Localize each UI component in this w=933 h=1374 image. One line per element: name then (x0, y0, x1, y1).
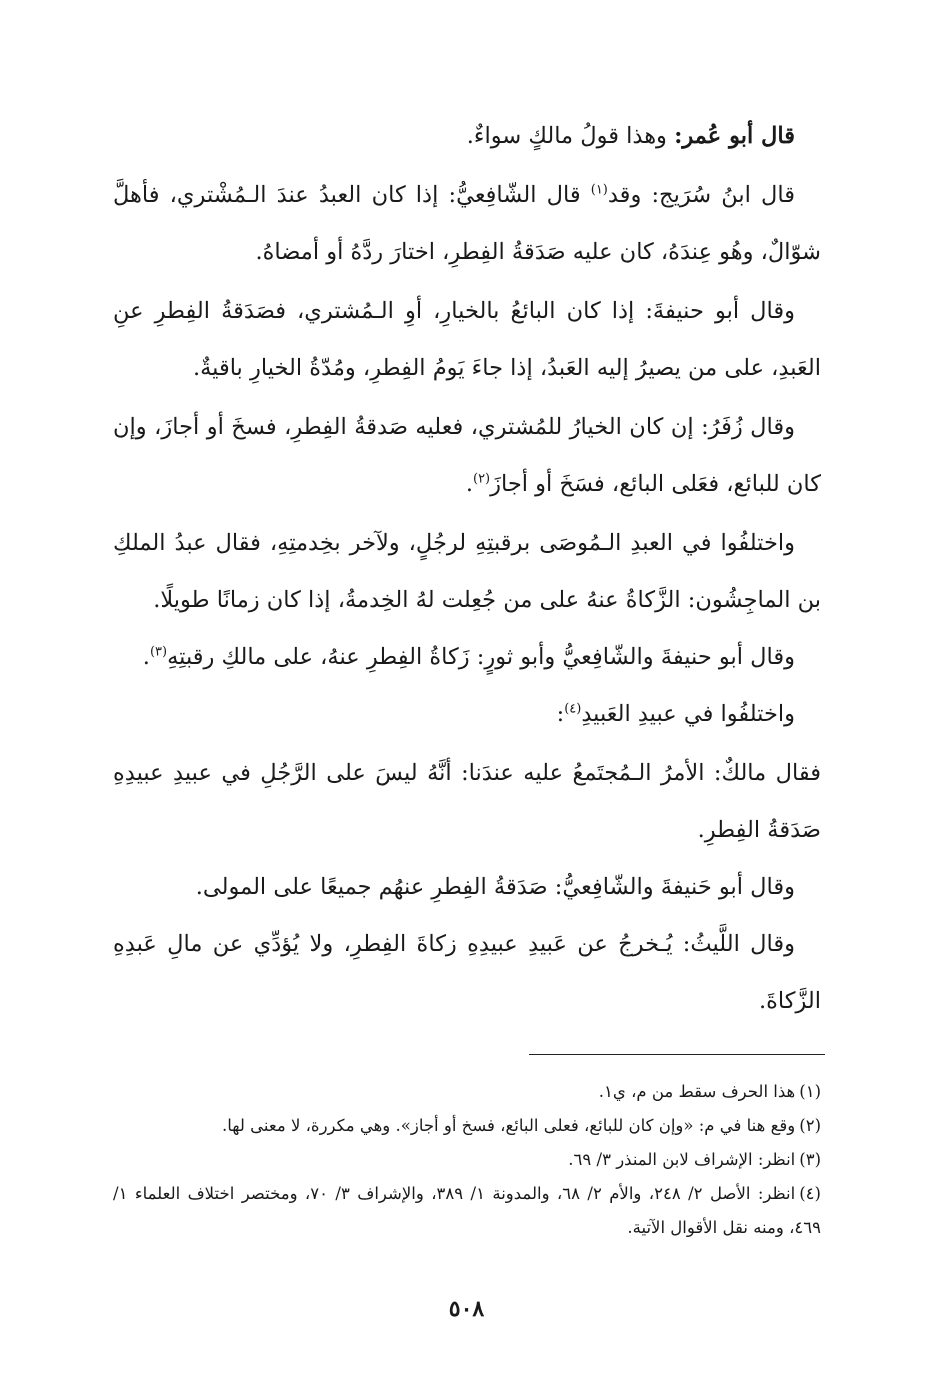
footnote-number: (٣) (799, 1150, 821, 1169)
paragraph-text: وقال أبو حنيفةَ: إذا كان البائعُ بالخيارِ، أوِ الـمُشتري، فصَدَقةُ الفِطرِ عنِ العَبدِ، على من يصيرُ إليه العَبدُ، إذا جاءَ يَومُ الفِطرِ، ومُدّةُ الخيارِ باقيةٌ. (113, 298, 821, 381)
paragraph-text: وهذا قولُ مالكٍ سواءٌ. (466, 123, 675, 149)
speaker-label: قال أبو عُمر: (674, 123, 795, 149)
footnote-3 (113, 1143, 821, 1177)
footnote-text: انظر: الأصل ٢/ ٢٤٨، والأم ٢/ ٦٨، والمدونة ١/ ٣٨٩، والإشراف ٣/ ٧٠، ومختصر اختلاف العلماء ١/ ٤٦٩، ومنه نقل الأقوال الآتية. (113, 1184, 821, 1237)
paragraph-9 (113, 859, 821, 916)
footnote-4 (113, 1177, 821, 1245)
footnote-reference-2[interactable]: (٢) (472, 471, 491, 487)
paragraph-text: وقال اللَّيثُ: يُـخرجُ عن عَبيدِ عبيدِهِ زكاةَ الفِطرِ، ولا يُؤدِّي عن مالِ عَبدِهِ الزَّكاةَ. (113, 931, 821, 1014)
paragraph-3 (113, 283, 821, 397)
footnote-number: (٤) (799, 1184, 821, 1203)
paragraph-6 (113, 629, 821, 686)
paragraph-text: واختلفُوا في عبيدِ العَبيدِ (581, 701, 795, 727)
footnote-text: انظر: الإشراف لابن المنذر ٣/ ٦٩. (568, 1150, 796, 1169)
footnote-reference-3[interactable]: (٣) (149, 644, 168, 660)
paragraph-text: قال الشّافِعيُّ: إذا كان العبدُ عندَ الـمُشْتري، فأهلَّ شوّالٌ، وهُو عِندَهُ، كان عليه صَدَقةُ الفِطرِ، اختارَ ردَّهُ أو أمضاهُ. (113, 182, 821, 265)
paragraph-1 (113, 108, 821, 165)
paragraph-text: : (556, 701, 565, 727)
footnote-reference-4[interactable]: (٤) (564, 701, 582, 717)
footnote-text: هذا الحرف سقط من م، ي١. (598, 1082, 796, 1101)
paragraph-10 (113, 916, 821, 1030)
paragraph-text: واختلفُوا في العبدِ الـمُوصَى برقبتِهِ لرجُلٍ، ولآخر بخِدمتِهِ، فقال عبدُ الملكِ بن الماجِشُون: الزَّكاةُ عنهُ على من جُعِلت لهُ الخِدمةُ، إذا كان زمانًا طويلًا. (113, 530, 821, 613)
paragraph-text: فقال مالكٌ: الأمرُ الـمُجتَمعُ عليه عندَنا: أنَّهُ ليسَ على الرَّجُلِ في عبيدِ عبيدِهِ صَدَقةُ الفِطرِ. (113, 760, 821, 843)
footnote-1 (113, 1075, 821, 1109)
footnote-divider (529, 1054, 825, 1055)
paragraph-text: . (142, 644, 150, 670)
footnote-2 (113, 1109, 821, 1143)
footnote-number: (٢) (799, 1116, 821, 1135)
paragraph-8 (113, 745, 821, 859)
paragraph-4 (113, 399, 821, 513)
footnotes (113, 1075, 821, 1245)
paragraph-text: وقال أبو حنيفةَ والشّافِعيُّ وأبو ثورٍ: زَكاةُ الفِطرِ عنهُ، على مالكِ رقبتِهِ (167, 644, 795, 670)
paragraph-7 (113, 686, 821, 743)
paragraph-2 (113, 167, 821, 281)
footnote-text: وقع هنا في م: «وإن كان للبائع، فعلى البائع، فسخ أو أجاز». وهي مكررة، لا معنى لها. (222, 1116, 796, 1135)
main-text (113, 108, 821, 1030)
paragraph-5 (113, 515, 821, 629)
paragraph-text: وقال زُفَرُ: إن كان الخيارُ للمُشتري، فعليه صَدقةُ الفِطرِ، فسخَ أو أجازَ، وإن كان للبائع، فعَلى البائع، فسَخَ أو أجازَ (113, 414, 821, 497)
footnote-reference-1[interactable]: (١) (590, 182, 608, 198)
paragraph-text: . (465, 471, 473, 497)
paragraph-text: قال ابنُ سُرَيج: وقد (607, 182, 795, 208)
footnote-number: (١) (799, 1082, 821, 1101)
page-number: ٥٠٨ (448, 1296, 485, 1322)
paragraph-text: وقال أبو حَنيفةَ والشّافِعيُّ: صَدَقةُ الفِطرِ عنهُم جميعًا على المولى. (195, 874, 795, 900)
